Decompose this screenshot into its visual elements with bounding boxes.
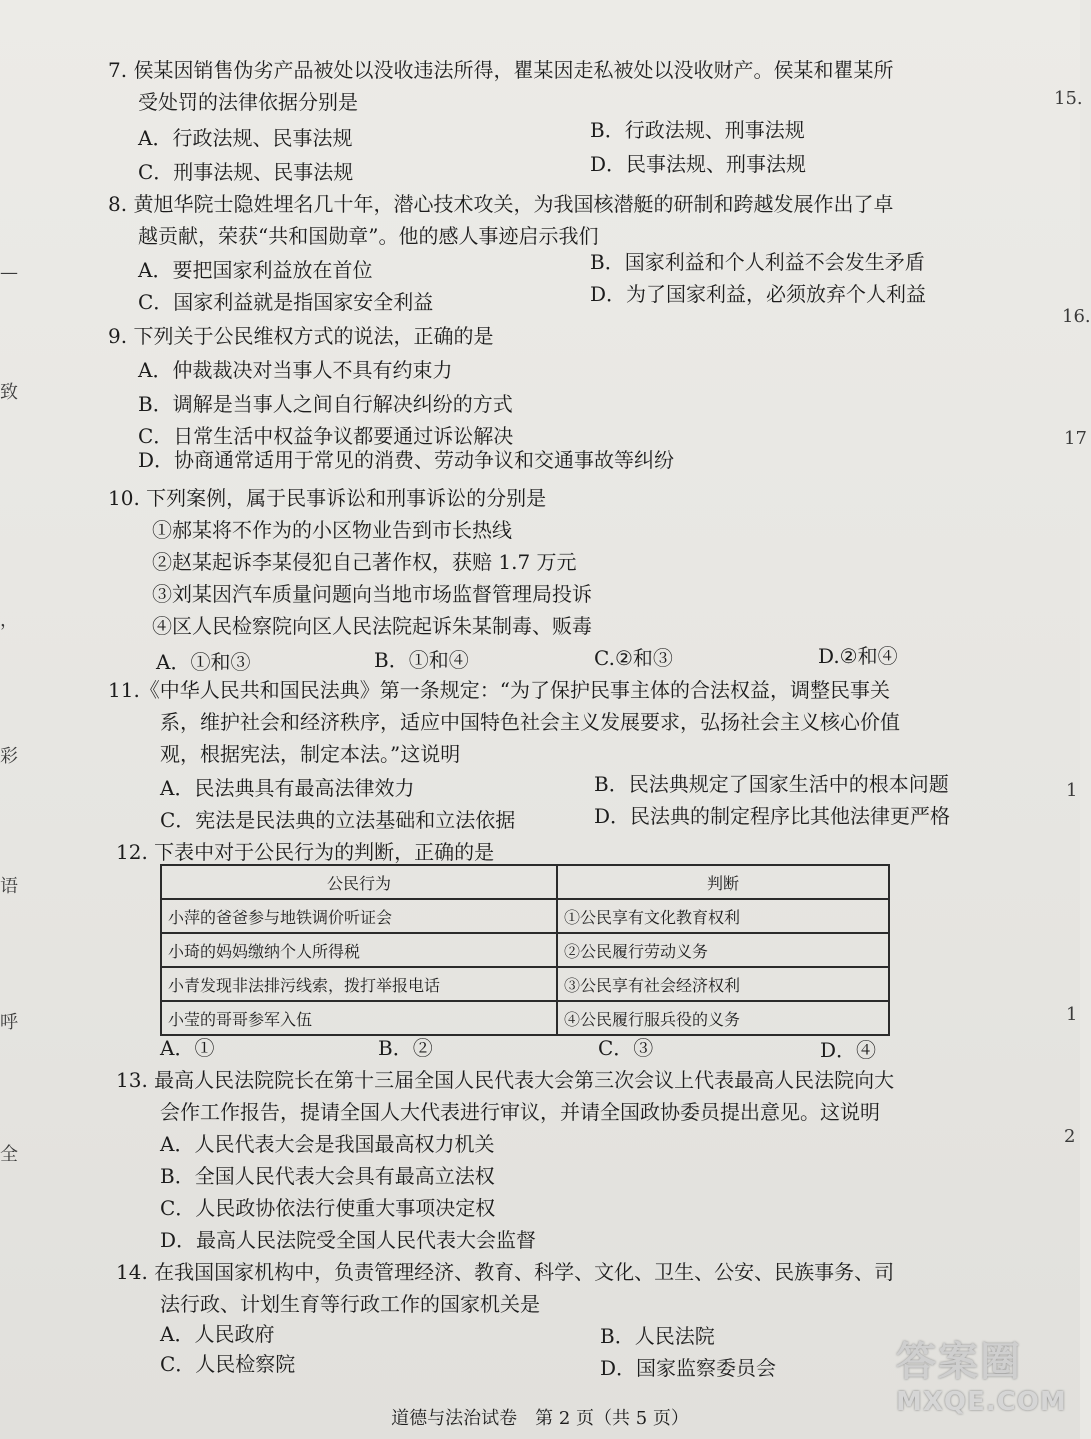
- option-a: A．要把国家利益放在首位: [138, 258, 373, 282]
- table-header-row: [161, 865, 889, 899]
- option-c: C．国家利益就是指国家安全利益: [138, 290, 434, 314]
- option-a: A．①: [160, 1036, 215, 1060]
- option-c: C．日常生活中权益争议都要通过诉讼解决: [138, 424, 514, 448]
- margin-fragment: 15.: [1054, 88, 1083, 109]
- option-a: A．人民代表大会是我国最高权力机关: [160, 1132, 495, 1156]
- option-a: A．民法典具有最高法律效力: [160, 776, 415, 800]
- question-stem-line: 会作工作报告，提请全国人大代表进行审议，并请全国政协委员提出意见。这说明: [160, 1100, 880, 1124]
- question-stem-line: 法行政、计划生育等行政工作的国家机关是: [160, 1292, 540, 1316]
- margin-fragment: 1: [1066, 780, 1078, 801]
- page-footer: 道德与法治试卷 第 2 页（共 5 页）: [391, 1408, 689, 1429]
- table-header: 公民行为: [161, 865, 557, 899]
- case-item: ③刘某因汽车质量问题向当地市场监督管理局投诉: [152, 582, 592, 606]
- option-d: D．民事法规、刑事法规: [590, 152, 807, 176]
- margin-fragment: 彩: [0, 746, 18, 767]
- option-c: C．人民检察院: [160, 1352, 296, 1376]
- margin-fragment: 呼: [0, 1012, 18, 1033]
- option-a: A．行政法规、民事法规: [138, 126, 353, 150]
- option-c: C．人民政协依法行使重大事项决定权: [160, 1196, 496, 1220]
- option-b: B．全国人民代表大会具有最高立法权: [160, 1164, 495, 1188]
- option-b: B．调解是当事人之间自行解决纠纷的方式: [138, 392, 513, 416]
- option-b: B．行政法规、刑事法规: [590, 118, 805, 142]
- question-stem-line: 越贡献，荣获“共和国勋章”。他的感人事迹启示我们: [138, 224, 599, 248]
- question-stem-line: 系，维护社会和经济秩序，适应中国特色社会主义发展要求，弘扬社会主义核心价值: [160, 710, 900, 734]
- table-cell: ①公民享有文化教育权利: [557, 899, 889, 933]
- table-cell: ④公民履行服兵役的义务: [557, 1001, 889, 1035]
- margin-fragment: ，: [0, 610, 18, 631]
- option-d: D．为了国家利益，必须放弃个人利益: [590, 282, 927, 306]
- watermark-site: MXQE.COM: [896, 1387, 1067, 1417]
- case-item: ②赵某起诉李某侵犯自己著作权，获赔 1.7 万元: [152, 550, 577, 574]
- table-cell: 小萍的爸爸参与地铁调价听证会: [161, 899, 557, 933]
- table-cell: 小琦的妈妈缴纳个人所得税: [161, 933, 557, 967]
- margin-fragment: 全: [0, 1144, 18, 1165]
- option-b: B．②: [378, 1036, 433, 1060]
- question-stem-line: 9. 下列关于公民维权方式的说法，正确的是: [108, 324, 494, 348]
- margin-fragment: 语: [0, 876, 18, 897]
- question-stem-line: 受处罚的法律依据分别是: [138, 90, 358, 114]
- option-a: A．仲裁裁决对当事人不具有约束力: [138, 358, 453, 382]
- watermark-mark: 答案圈: [896, 1339, 1022, 1385]
- watermark-logo: [896, 1330, 1066, 1430]
- option-c: C．③: [598, 1036, 654, 1060]
- option-d: D．协商通常适用于常见的消费、劳动争议和交通事故等纠纷: [138, 448, 675, 472]
- table-cell: ②公民履行劳动义务: [557, 933, 889, 967]
- option-a: A．①和③: [156, 650, 251, 674]
- question-stem-line: 12. 下表中对于公民行为的判断，正确的是: [116, 840, 495, 864]
- margin-fragment: 2: [1064, 1126, 1076, 1147]
- option-a: A．人民政府: [160, 1322, 275, 1346]
- question-stem-line: 7. 侯某因销售伪劣产品被处以没收违法所得，瞿某因走私被处以没收财产。侯某和瞿某所: [108, 58, 894, 82]
- table-cell: ③公民享有社会经济权利: [557, 967, 889, 1001]
- question-stem-line: 观，根据宪法，制定本法。”这说明: [160, 742, 461, 766]
- table-cell: 小莹的哥哥参军入伍: [161, 1001, 557, 1035]
- question-stem-line: 8. 黄旭华院士隐姓埋名几十年，潜心技术攻关，为我国核潜艇的研制和跨越发展作出了卓: [108, 192, 894, 216]
- margin-fragment: 16.: [1062, 306, 1091, 327]
- table-row: [161, 1001, 889, 1035]
- case-item: ④区人民检察院向区人民法院起诉朱某制毒、贩毒: [152, 614, 592, 638]
- option-c: C．宪法是民法典的立法基础和立法依据: [160, 808, 516, 832]
- judgment-table: [160, 864, 890, 1036]
- option-c: C.②和③: [594, 646, 673, 670]
- question-stem-line: 13. 最高人民法院院长在第十三届全国人民代表大会第三次会议上代表最高人民法院向大: [116, 1068, 895, 1092]
- question-stem-line: 11.《中华人民共和国民法典》第一条规定：“为了保护民事主体的合法权益，调整民事关: [108, 678, 891, 702]
- table-header: 判断: [557, 865, 889, 899]
- table-cell: 小青发现非法排污线索，拨打举报电话: [161, 967, 557, 1001]
- option-d: D．最高人民法院受全国人民代表大会监督: [160, 1228, 537, 1252]
- table-row: [161, 933, 889, 967]
- question-stem-line: 10. 下列案例，属于民事诉讼和刑事诉讼的分别是: [108, 486, 547, 510]
- margin-fragment: 1: [1066, 1004, 1078, 1025]
- option-b: B．①和④: [374, 648, 469, 672]
- table-row: [161, 967, 889, 1001]
- margin-fragment: —: [0, 262, 18, 283]
- case-item: ①郝某将不作为的小区物业告到市长热线: [152, 518, 512, 542]
- option-d: D.②和④: [818, 644, 898, 668]
- option-d: D．民法典的制定程序比其他法律更严格: [594, 804, 951, 828]
- option-b: B．国家利益和个人利益不会发生矛盾: [590, 250, 925, 274]
- table-row: [161, 899, 889, 933]
- question-stem-line: 14. 在我国国家机构中，负责管理经济、教育、科学、文化、卫生、公安、民族事务、司: [116, 1260, 895, 1284]
- margin-fragment: 致: [0, 382, 18, 403]
- option-d: D．④: [820, 1038, 877, 1062]
- option-c: C．刑事法规、民事法规: [138, 160, 354, 184]
- margin-fragment: 17: [1064, 428, 1087, 449]
- option-b: B．民法典规定了国家生活中的根本问题: [594, 772, 949, 796]
- option-b: B．人民法院: [600, 1324, 715, 1348]
- option-d: D．国家监察委员会: [600, 1356, 777, 1380]
